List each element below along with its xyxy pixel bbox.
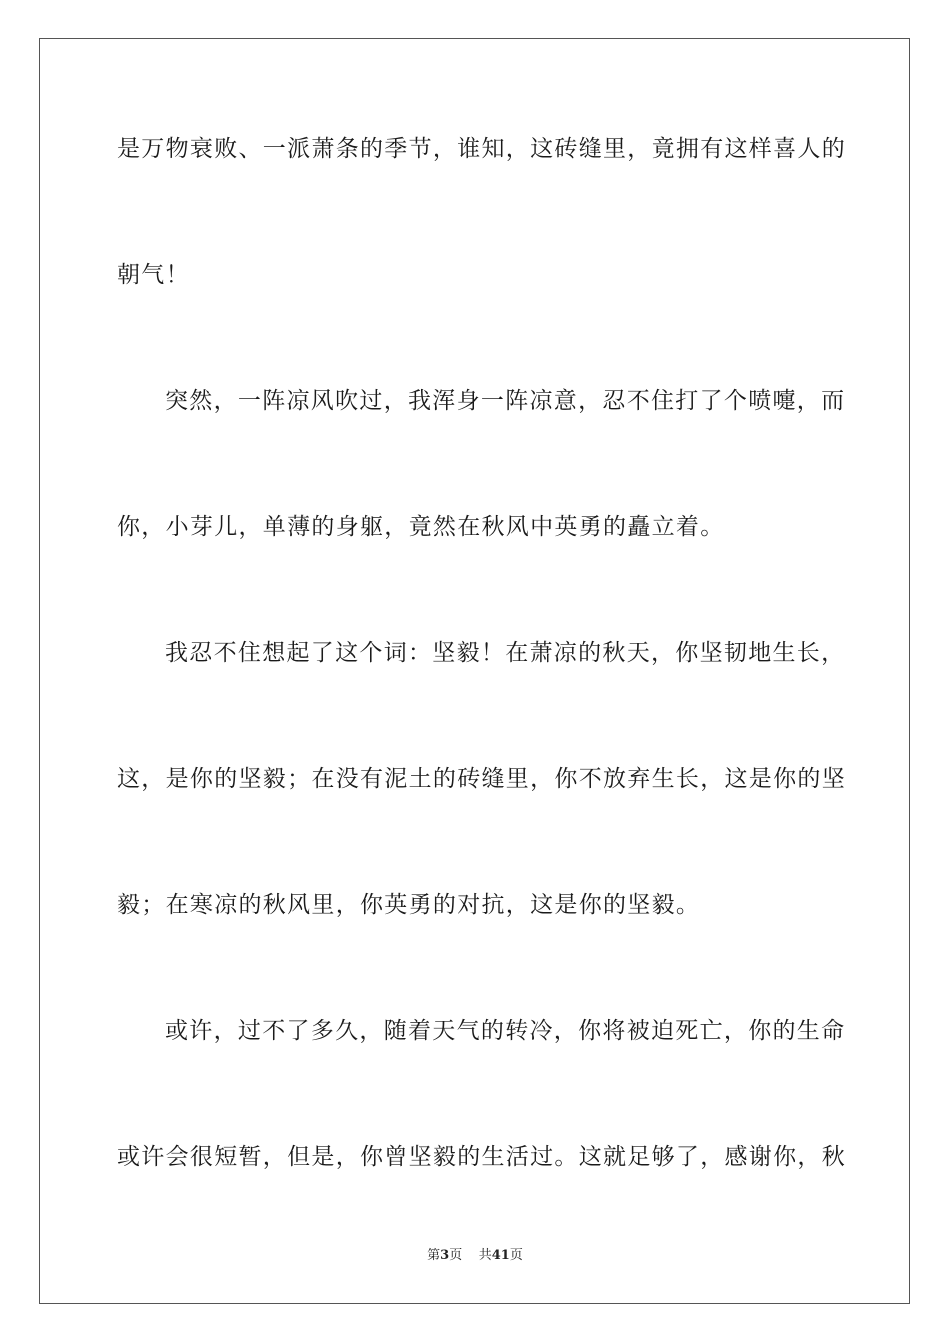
total-pages: 41 <box>491 1248 510 1263</box>
body-line: 我忍不住想起了这个词：坚毅！在萧凉的秋天，你坚韧地生长， <box>165 640 846 666</box>
body-line: 突然，一阵凉风吹过，我浑身一阵凉意，忍不住打了个喷嚏，而 <box>165 388 846 414</box>
page-footer <box>0 1247 950 1265</box>
page-number: 3 <box>440 1248 450 1263</box>
body-line: 或许，过不了多久，随着天气的转冷，你将被迫死亡，你的生命 <box>165 1018 846 1044</box>
total-prefix: 共 <box>478 1248 492 1263</box>
page-suffix: 页 <box>449 1248 463 1263</box>
page-border <box>39 38 910 1304</box>
body-line: 或许会很短暂，但是，你曾坚毅的生活过。这就足够了，感谢你，秋 <box>117 1144 846 1170</box>
body-line: 朝气！ <box>117 262 190 288</box>
body-line: 毅；在寒凉的秋风里，你英勇的对抗，这是你的坚毅。 <box>117 892 701 918</box>
body-line: 你，小芽儿，单薄的身躯，竟然在秋风中英勇的矗立着。 <box>117 514 725 540</box>
total-suffix: 页 <box>509 1248 523 1263</box>
body-line: 是万物衰败、一派萧条的季节，谁知，这砖缝里，竟拥有这样喜人的 <box>117 136 846 162</box>
body-line: 这，是你的坚毅；在没有泥土的砖缝里，你不放弃生长，这是你的坚 <box>117 766 846 792</box>
page-prefix: 第 <box>427 1248 441 1263</box>
